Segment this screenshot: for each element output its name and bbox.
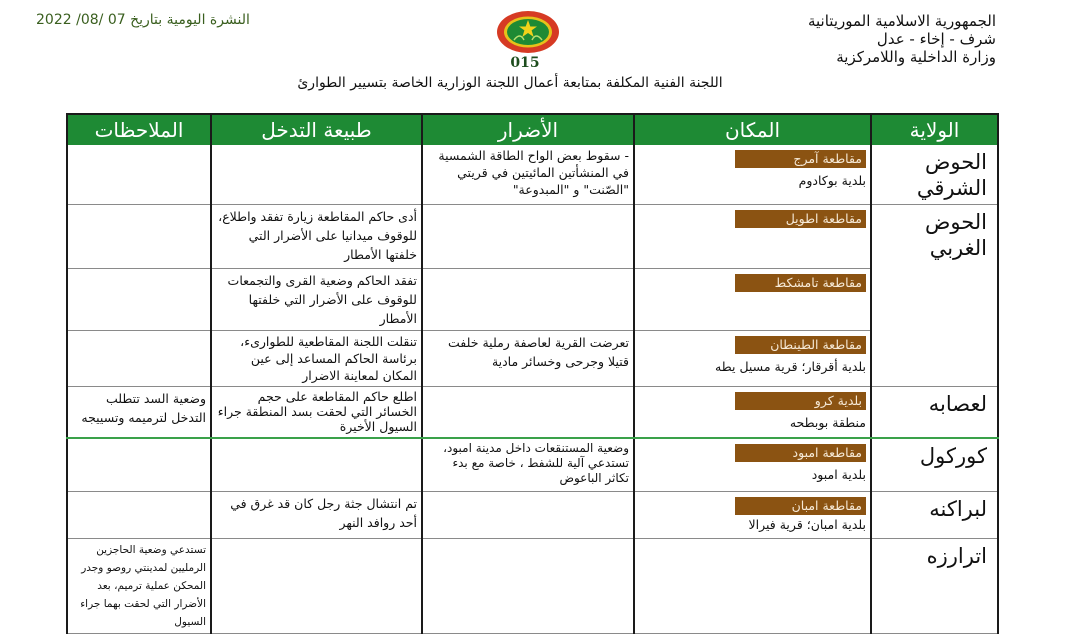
table-row [67, 538, 998, 633]
damage-cell [422, 538, 634, 633]
place-cell [634, 491, 871, 538]
moughataa-tag: بلدية كرو [735, 392, 866, 410]
moughataa-tag: مقاطعة امبان [735, 497, 866, 515]
place-cell [634, 330, 871, 386]
wilaya-cell: الحوض الشرقي [871, 145, 998, 204]
document-subtitle: اللجنة الفنية المكلفة بمتابعة أعمال اللجنة الوزارية الخاصة بتسيير الطوارئ [297, 75, 723, 91]
action-cell: تنقلت اللجنة المقاطعية للطوارىء، برئاسة الحاكم المساعد إلى عين المكان لمعاينة الاضرار [211, 330, 422, 386]
place-detail: بلدية بوكادوم [798, 173, 866, 188]
moughataa-tag: مقاطعة آمرج [735, 150, 866, 168]
country-name: الجمهورية الاسلامية الموريتانية [807, 12, 996, 30]
place-cell [634, 204, 871, 268]
place-cell [634, 145, 871, 204]
table-row [67, 330, 998, 386]
emergency-table [66, 113, 999, 634]
notes-cell [67, 491, 211, 538]
column-header-notes: الملاحظات [67, 114, 211, 145]
table-header [67, 114, 998, 145]
column-header-place: المكان [634, 114, 871, 145]
table-row [67, 386, 998, 438]
notes-cell [67, 330, 211, 386]
damage-cell: وضعية المستنقعات داخل مدينة امبود، تستدعي آلية للشفط ، خاصة مع بدء تكاثر الباعوض [422, 438, 634, 491]
wilaya-cell: الحوض الغربي [871, 204, 998, 386]
action-cell: اطلع حاكم المقاطعة على حجم الخسائر التي لحقت بسد المنطقة جراء السيول الأخيرة [211, 386, 422, 438]
action-cell: أدى حاكم المقاطعة زيارة تفقد واطلاع، للوقوف ميدانيا على الأضرار التي خلفتها الأمطار [211, 204, 422, 268]
damage-cell [422, 386, 634, 438]
notes-cell: وضعية السد تتطلب التدخل لترميمه وتسييجه [67, 386, 211, 438]
column-header-wilaya: الولاية [871, 114, 998, 145]
wilaya-cell: كوركول [871, 438, 998, 491]
notes-cell [67, 438, 211, 491]
place-cell [634, 538, 871, 633]
action-cell: تفقد الحاكم وضعية القرى والتجمعات للوقوف على الأضرار التي خلفتها الأمطار [211, 268, 422, 330]
wilaya-cell: لبراكنه [871, 491, 998, 538]
place-cell [634, 268, 871, 330]
damage-cell [422, 491, 634, 538]
table-row [67, 204, 998, 268]
action-cell [211, 438, 422, 491]
action-cell: تم انتشال جثة رجل كان قد غرق في أحد روافد النهر [211, 491, 422, 538]
notes-cell [67, 268, 211, 330]
place-cell [634, 438, 871, 491]
damage-cell: - سقوط بعض الواح الطاقة الشمسية في المنشأتين المائيتين في قريتي "الصّنت" و "المبدوعة" [422, 145, 634, 204]
place-detail: بلدية امبان؛ قرية فيرالا [748, 516, 866, 532]
table-row [67, 438, 998, 491]
damage-cell [422, 204, 634, 268]
moughataa-tag: مقاطعة الطينطان [735, 336, 866, 354]
column-header-damage: الأضرار [422, 114, 634, 145]
action-cell [211, 538, 422, 633]
moughataa-tag: مقاطعة تامشكط [735, 274, 866, 292]
moughataa-tag: مقاطعة امبود [735, 444, 866, 462]
place-detail: بلدية امبود [811, 467, 866, 482]
national-emblem-icon [496, 10, 560, 54]
damage-cell [422, 268, 634, 330]
ministry-name: وزارة الداخلية واللامركزية [836, 48, 996, 66]
wilaya-cell: اترارزه [871, 538, 998, 633]
notes-cell: تستدعي وضعية الحاجزين الرمليين لمدينتي روصو وجدر المحكن عملية ترميم، بعد الأضرار التي لحقت بهما جراء السيول [67, 538, 211, 633]
place-detail: بلدية أقرقار؛ قرية مسيل يطه [715, 358, 866, 374]
notes-cell [67, 145, 211, 204]
place-cell [634, 386, 871, 438]
document-number: 015 [510, 55, 540, 71]
action-cell [211, 145, 422, 204]
place-detail: منطقة بوبطحه [789, 414, 866, 430]
damage-cell: تعرضت القرية لعاصفة رملية خلفت قتيلا وجرحى وخسائر مادية [422, 330, 634, 386]
table-row [67, 268, 998, 330]
moughataa-tag: مقاطعة اطويل [735, 210, 866, 228]
table-row [67, 145, 998, 204]
table-row [67, 491, 998, 538]
column-header-action: طبيعة التدخل [211, 114, 422, 145]
notes-cell [67, 204, 211, 268]
country-motto: شرف - إخاء - عدل [876, 30, 996, 48]
country-header [808, 12, 996, 66]
bulletin-date: النشرة اليومية بتاريخ 07 /08/ 2022 [36, 12, 250, 28]
wilaya-cell: لعصابه [871, 386, 998, 438]
